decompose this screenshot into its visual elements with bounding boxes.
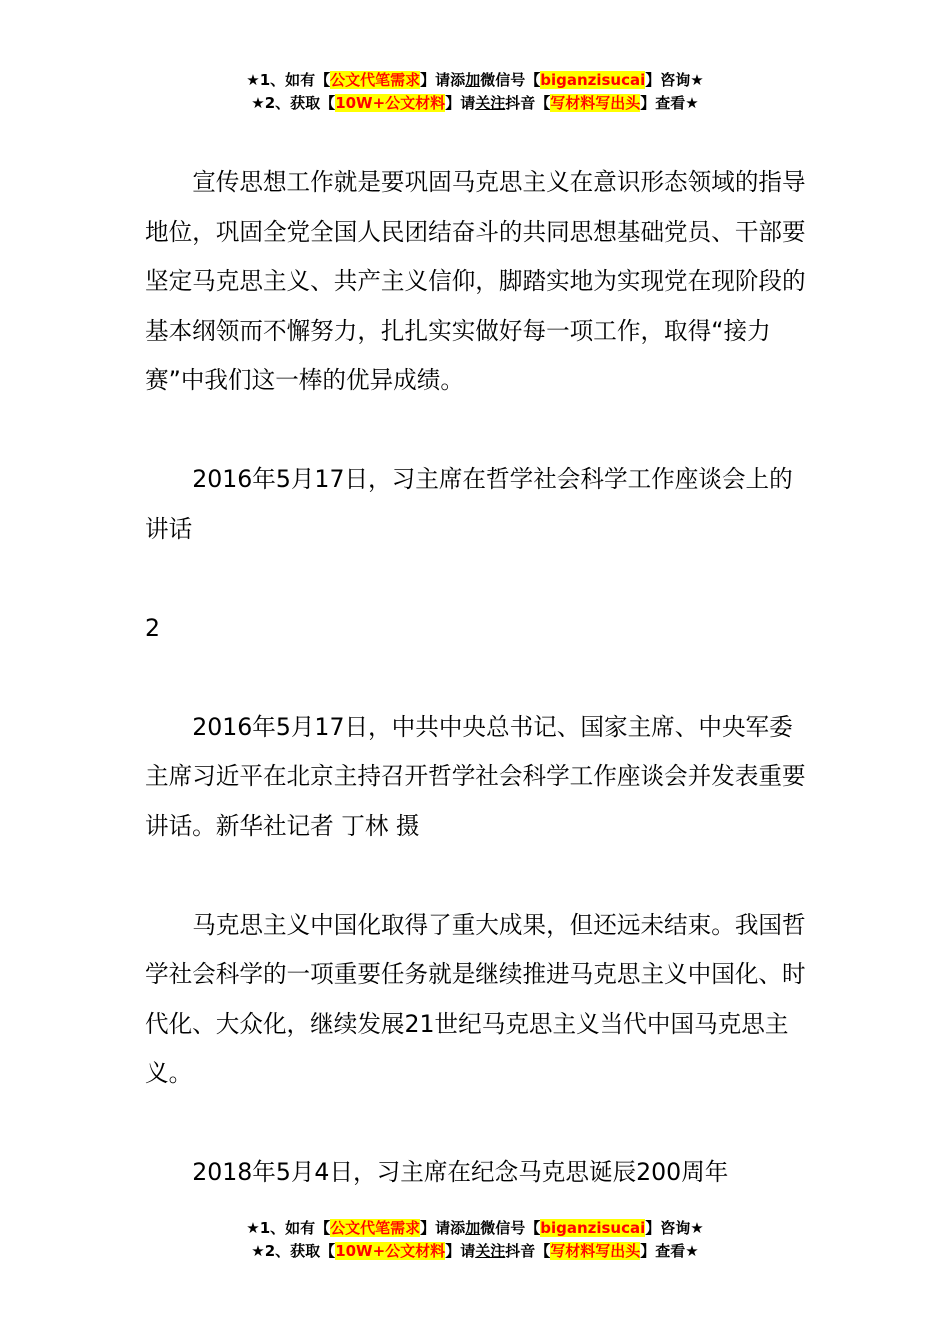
- section-number: 2: [145, 613, 161, 642]
- banner-text: 微信号【: [480, 1219, 541, 1237]
- header-banner: [0, 69, 950, 115]
- document-body: [145, 158, 810, 1198]
- blank-line: [145, 554, 810, 604]
- blank-line: [145, 653, 810, 703]
- banner-text: 】查看★: [640, 94, 699, 112]
- banner-text: 】请添: [420, 1219, 466, 1237]
- highlight-materials: 10W+公文材料: [335, 94, 446, 112]
- underlined-text: 关注: [475, 94, 506, 112]
- banner-text: 】请: [445, 1242, 476, 1260]
- highlight-ghostwriting: 公文代笔需求: [330, 71, 421, 89]
- banner-text: 】查看★: [640, 1242, 699, 1260]
- banner-text: ★2、获取【: [251, 1242, 336, 1260]
- paragraph-2018-speech: 2018年5月4日，习主席在纪念马克思诞辰200周年: [192, 1158, 729, 1186]
- banner-text: 微信号【: [480, 71, 541, 89]
- paragraph-2016-speech: 2016年5月17日，习主席在哲学社会科学工作座谈会上的讲话: [145, 465, 793, 543]
- banner-text: ★1、如有【: [246, 1219, 331, 1237]
- banner-text: 抖音【: [505, 94, 551, 112]
- banner-line-2: [0, 92, 950, 115]
- banner-text: ★2、获取【: [251, 94, 336, 112]
- blank-line: [145, 406, 810, 456]
- paragraph-sinicization: 马克思主义中国化取得了重大成果，但还远未结束。我国哲学社会科学的一项重要任务就是继续推进马克思主义中国化、时代化、大众化，继续发展21世纪马克思主义当代中国马克思主义。: [145, 910, 806, 1087]
- banner-line-1: [0, 1217, 950, 1240]
- blank-line: [145, 1099, 810, 1149]
- paragraph-propaganda-work: 宣传思想工作就是要巩固马克思主义在意识形态领域的指导地位，巩固全党全国人民团结奋斗的共同思想基础党员、干部要坚定马克思主义、共产主义信仰，脚踏实地为实现党在现阶段的基本纲领而不懈努力，扎扎实实做好每一项工作，取得“接力赛”中我们这一棒的优异成绩。: [145, 168, 806, 394]
- banner-text: ★1、如有【: [246, 71, 331, 89]
- banner-text: 抖音【: [505, 1242, 551, 1260]
- underlined-text: 加: [465, 71, 481, 89]
- underlined-text: 加: [465, 1219, 481, 1237]
- blank-line: [145, 851, 810, 901]
- highlight-douyin: 写材料写出头: [550, 94, 641, 112]
- banner-line-2: [0, 1240, 950, 1263]
- highlight-ghostwriting: 公文代笔需求: [330, 1219, 421, 1237]
- highlight-wechat-id: biganzisucai: [540, 1219, 646, 1237]
- banner-text: 】咨询★: [645, 1219, 704, 1237]
- banner-text: 】咨询★: [645, 71, 704, 89]
- highlight-wechat-id: biganzisucai: [540, 71, 646, 89]
- paragraph-photo-caption: 2016年5月17日，中共中央总书记、国家主席、中央军委主席习近平在北京主持召开哲学社会科学工作座谈会并发表重要讲话。新华社记者 丁林 摄: [145, 712, 806, 840]
- highlight-douyin: 写材料写出头: [550, 1242, 641, 1260]
- banner-text: 】请添: [420, 71, 466, 89]
- highlight-materials: 10W+公文材料: [335, 1242, 446, 1260]
- underlined-text: 关注: [475, 1242, 506, 1260]
- banner-line-1: [0, 69, 950, 92]
- banner-text: 】请: [445, 94, 476, 112]
- footer-banner: [0, 1217, 950, 1263]
